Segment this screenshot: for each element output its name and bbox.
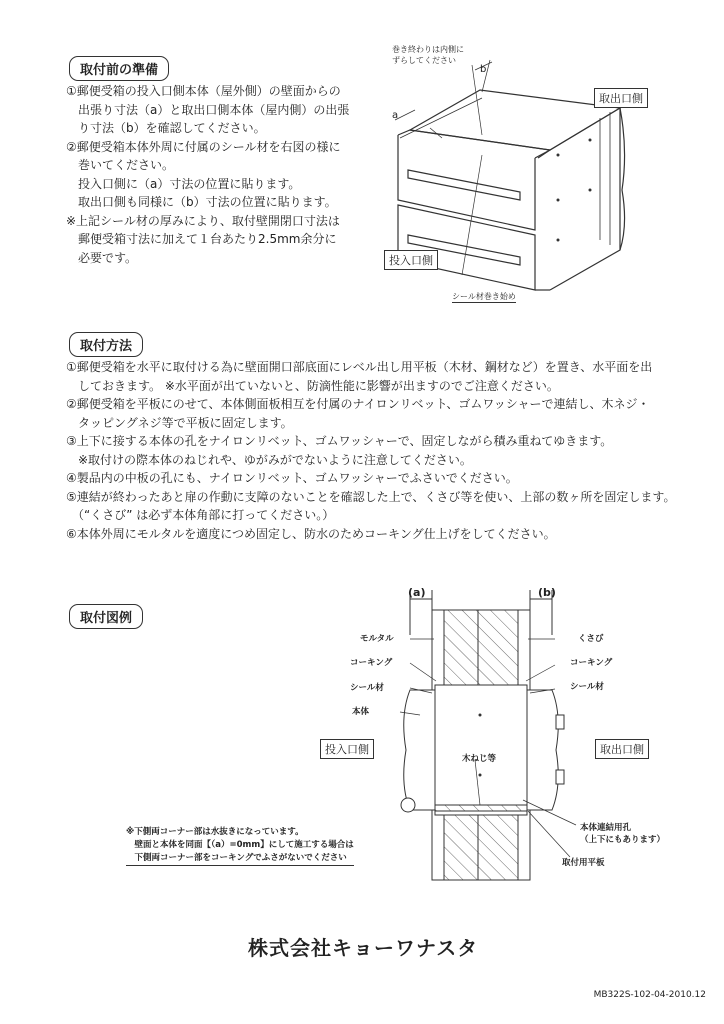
method-line: ④製品内の中板の孔にも、ナイロンリベット、ゴムワッシャーでふさいでください。: [66, 471, 518, 485]
dim-a-label-fig: (a): [408, 586, 426, 599]
prep-line: 郵便受箱寸法に加えて１台あたり2.5mm余分に: [66, 232, 337, 246]
dim-a-label: a: [392, 110, 399, 121]
prep-line: 出張り寸法（a）と取出口側本体（屋内側）の出張: [66, 102, 350, 117]
caulking-right-label: コーキング: [570, 658, 613, 668]
drain-note-line2: 壁面と本体を同面【（a）=0mm】にして施工する場合は: [126, 840, 354, 850]
link-hole-line1: 本体連結用孔: [580, 823, 632, 833]
caulking-left-label: コーキング: [350, 658, 393, 668]
exit-side-label-fig: 取出口側: [595, 739, 649, 759]
prep-text: [66, 82, 349, 267]
prep-line: ②郵便受箱本体外周に付属のシール材を右図の様に: [66, 139, 341, 154]
method-line: しておきます。 ※水平面が出ていないと、防滴性能に影響が出ますのでご注意ください。: [66, 378, 559, 393]
method-line: ⑤連結が終わったあと扉の作動に支障のないことを確認した上で、くさび等を使い、上部の数ヶ所を固定します。: [66, 489, 676, 504]
seal-end-note-line2: ずらしてください: [392, 56, 456, 65]
install-fig-title: 取付図例: [69, 604, 143, 629]
dim-b-label-fig: (b): [538, 586, 556, 599]
company-name: 株式会社キョーワナスタ: [248, 936, 479, 960]
method-line: ※取付けの際本体のねじれや、ゆがみがでないように注意してください。: [66, 452, 472, 467]
method-title: 取付方法: [69, 332, 143, 357]
seal-start-label: シール材巻き始め: [452, 292, 516, 301]
prep-line: 巻いてください。: [66, 158, 175, 172]
prep-title: 取付前の準備: [69, 56, 169, 81]
method-line: タッピングネジ等で平板に固定します。: [66, 415, 293, 430]
exit-side-label: 取出口側: [594, 88, 648, 108]
mortar-label: モルタル: [360, 634, 394, 644]
prep-line: ※上記シール材の厚みにより、取付壁開閉口寸法は: [66, 213, 340, 228]
wood-screw-label: 木ねじ等: [462, 754, 497, 764]
link-hole-label: [580, 822, 665, 846]
dim-b-label: b: [480, 64, 487, 75]
method-line: ③上下に接する本体の孔をナイロンリベット、ゴムワッシャーで、固定しながら積み重ねてゆきます。: [66, 434, 613, 448]
flat-plate-label: 取付用平板: [562, 858, 605, 868]
drain-note: [126, 826, 354, 866]
wedge-label: くさび: [578, 634, 604, 644]
entry-side-label-fig: 投入口側: [320, 739, 374, 759]
entry-side-label: 投入口側: [384, 250, 438, 270]
seal-end-note-line1: 巻き終わりは内側に: [392, 45, 464, 54]
document-number: MB322S-102-04-2010.12: [593, 990, 706, 1000]
seal-end-note: [392, 44, 464, 66]
prep-line: 取出口側も同様に（b）寸法の位置に貼ります。: [66, 195, 337, 209]
method-text: [66, 358, 675, 543]
seal-right-label: シール材: [570, 682, 604, 692]
prep-line: り寸法（b）を確認してください。: [66, 121, 266, 135]
body-label: 本体: [352, 707, 370, 717]
drain-note-line1: ※下側両コーナー部は水抜きになっています。: [126, 827, 304, 837]
method-line: ①郵便受箱を水平に取付ける為に壁面開口部底面にレベル出し用平板（木材、鋼材など）を置き、水平面を出: [66, 360, 653, 374]
prep-line: 必要です。: [66, 250, 138, 265]
method-line: （“くさび” は必ず本体角部に打ってください。）: [66, 508, 335, 522]
seal-left-label: シール材: [350, 683, 384, 693]
method-line: ②郵便受箱を平板にのせて、本体側面板相互を付属のナイロンリベット、ゴムワッシャーで連結し、木ネジ・: [66, 397, 650, 411]
drain-note-line3: 下側両コーナー部をコーキングでふさがないでください: [126, 852, 354, 866]
link-hole-line2: （上下にもあります）: [580, 835, 666, 845]
prep-line: 投入口側に（a）寸法の位置に貼ります。: [66, 176, 301, 191]
prep-line: ①郵便受箱の投入口側本体（屋外側）の壁面からの: [66, 84, 341, 98]
method-line: ⑥本体外周にモルタルを適度につめ固定し、防水のためコーキング仕上げをしてください。: [66, 526, 556, 541]
